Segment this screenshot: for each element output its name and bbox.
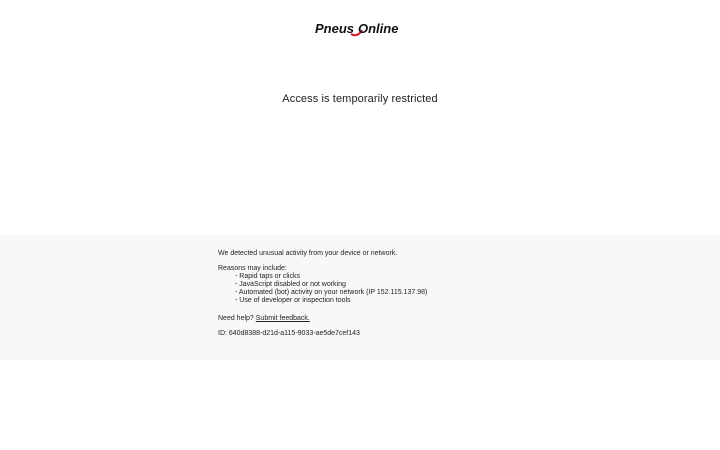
submit-feedback-link[interactable]: Submit feedback. — [255, 315, 310, 322]
pneus-online-logo — [314, 18, 406, 40]
info-panel — [0, 235, 720, 360]
detected-message: We detected unusual activity from your device or network. — [218, 250, 398, 257]
reasons-list — [235, 273, 638, 305]
info-content — [218, 250, 638, 338]
logo-word-online: Online — [358, 21, 399, 36]
logo-word-pneus: Pneus — [315, 21, 355, 36]
help-line — [218, 315, 638, 323]
reason-item: - Automated (bot) activity on your network (IP 152.115.137.98) — [235, 289, 428, 296]
reasons-label: Reasons may include: — [218, 265, 287, 272]
page-title: Access is temporarily restricted — [282, 93, 438, 105]
reason-item: - Use of developer or inspection tools — [235, 297, 351, 304]
help-label: Need help? — [218, 315, 254, 322]
request-id: ID: 640d8388-d21d-a115-9033-ae5de7cef143 — [218, 330, 360, 337]
brand-logo — [0, 18, 720, 40]
reason-item: - JavaScript disabled or not working — [235, 281, 346, 288]
reason-item: - Rapid taps or clicks — [235, 273, 300, 280]
